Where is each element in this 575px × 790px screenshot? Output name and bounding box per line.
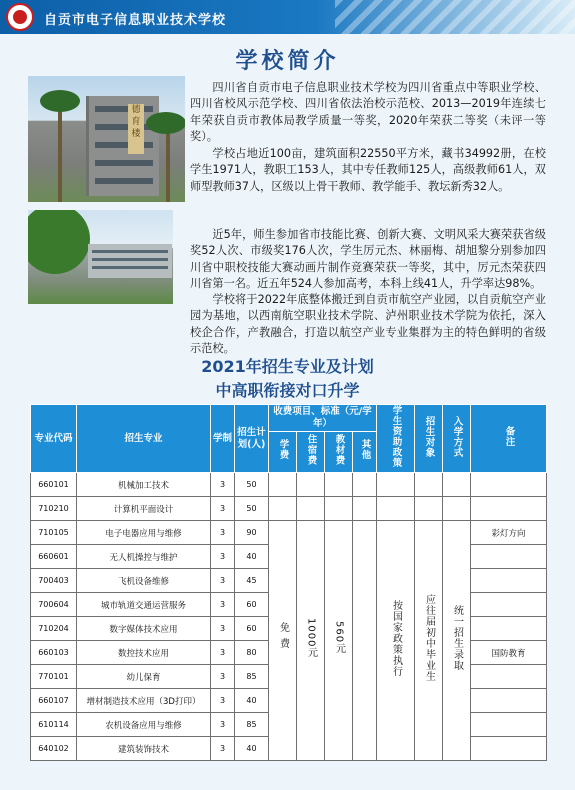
header-other: 其他	[359, 439, 371, 461]
cell-major: 飞机设备维修	[77, 569, 211, 593]
cell-remark	[471, 737, 547, 761]
cell-major: 城市轨道交通运营服务	[77, 593, 211, 617]
cell-years: 3	[211, 545, 235, 569]
cell-code: 660101	[31, 473, 77, 497]
cell-quota: 90	[235, 521, 269, 545]
cell-code: 660107	[31, 689, 77, 713]
cell-remark	[471, 593, 547, 617]
cell-years: 3	[211, 689, 235, 713]
cell-code: 700403	[31, 569, 77, 593]
header-target: 招生对象	[423, 415, 435, 458]
cell-quota: 85	[235, 665, 269, 689]
empty-cell	[415, 497, 443, 521]
empty-cell	[353, 473, 377, 497]
banner-decoration	[335, 0, 575, 34]
cell-code: 660103	[31, 641, 77, 665]
cell-code: 710105	[31, 521, 77, 545]
merged-tuition: 免费	[277, 622, 289, 654]
intro-title: 学校简介	[235, 49, 340, 74]
empty-cell	[269, 473, 297, 497]
plan-title: 2021年招生专业及计划	[201, 357, 374, 376]
cell-remark	[471, 497, 547, 521]
empty-cell	[377, 473, 415, 497]
intro-paragraph-4: 学校将于2022年底整体搬迁到自贡市航空产业园，以自贡航空产业园为基地，以西南航空职业技术学院、泸州职业技术学院为依托，深入校企合作，产教融合，打造以航空产业专业集群为主的特色鲜明的省级示范校。	[190, 293, 546, 356]
cell-remark	[471, 617, 547, 641]
header-years: 学制	[211, 405, 235, 473]
header-fees: 收费项目、标准（元/学年）	[269, 405, 377, 432]
cell-major: 无人机操控与维护	[77, 545, 211, 569]
cell-quota: 40	[235, 737, 269, 761]
cell-years: 3	[211, 713, 235, 737]
cell-major: 电子电器应用与维修	[77, 521, 211, 545]
cell-remark	[471, 689, 547, 713]
cell-years: 3	[211, 641, 235, 665]
header-remarks: 备注	[503, 426, 515, 447]
cell-quota: 40	[235, 545, 269, 569]
cell-quota: 85	[235, 713, 269, 737]
top-banner	[0, 0, 575, 34]
header-books: 教材费	[333, 434, 345, 466]
cell-remark: 国防教育	[471, 641, 547, 665]
header-lodging: 住宿费	[305, 434, 317, 466]
empty-cell	[325, 497, 353, 521]
intro-paragraph-1: 四川省自贡市电子信息职业技术学校为四川省重点中等职业学校、四川省校风示范学校、四川省依法治校示范校、2013—2019年连续七年荣获自贡市教体局教学质量一等奖，2020年荣获二等奖（未评一等奖）。	[190, 81, 546, 143]
merged-books: 560元	[333, 621, 345, 655]
cell-quota: 60	[235, 593, 269, 617]
empty-cell	[297, 473, 325, 497]
header-tuition: 学费	[277, 439, 289, 461]
cell-code: 710204	[31, 617, 77, 641]
table-row	[31, 473, 547, 497]
header-code: 专业代码	[31, 405, 77, 473]
merged-aid: 按国家政策执行	[390, 599, 402, 677]
cell-major: 计算机平面设计	[77, 497, 211, 521]
cell-years: 3	[211, 521, 235, 545]
cell-quota: 50	[235, 473, 269, 497]
cell-remark	[471, 569, 547, 593]
cell-years: 3	[211, 737, 235, 761]
merged-lodging: 1000元	[305, 617, 317, 659]
cell-code: 610114	[31, 713, 77, 737]
cell-years: 3	[211, 569, 235, 593]
cell-remark	[471, 545, 547, 569]
intro-paragraph-3: 近5年，师生参加省市技能比赛、创新大赛、文明风采大赛荣获省级奖52人次、市级奖176人次，学生厉元杰、林丽梅、胡旭黎分别参加四川省中职校技能大赛动画片制作竞赛荣获一等奖，其中，厉元杰荣获四川省第一名。近五年524人参加高考，本科上线41人，升学率达98%。	[190, 228, 546, 290]
table-row	[31, 497, 547, 521]
cell-years: 3	[211, 497, 235, 521]
merged-other	[353, 521, 377, 761]
cell-quota: 40	[235, 689, 269, 713]
cell-years: 3	[211, 593, 235, 617]
campus-building-photo	[28, 76, 185, 202]
empty-cell	[325, 473, 353, 497]
empty-cell	[443, 497, 471, 521]
cell-major: 幼儿保育	[77, 665, 211, 689]
empty-cell	[443, 473, 471, 497]
cell-major: 增材制造技术应用（3D打印）	[77, 689, 211, 713]
header-major: 招生专业	[77, 405, 211, 473]
cell-major: 农机设备应用与维修	[77, 713, 211, 737]
cell-code: 640102	[31, 737, 77, 761]
cell-code: 700604	[31, 593, 77, 617]
cell-quota: 60	[235, 617, 269, 641]
cell-major: 数控技术应用	[77, 641, 211, 665]
cell-quota: 50	[235, 497, 269, 521]
plan-subtitle: 中高职衔接对口升学	[215, 381, 360, 400]
intro-text-lower	[190, 227, 546, 357]
cell-quota: 80	[235, 641, 269, 665]
enrollment-plan-table	[30, 404, 547, 761]
empty-cell	[297, 497, 325, 521]
cell-remark	[471, 713, 547, 737]
header-admission: 入学方式	[451, 415, 463, 458]
school-name: 自贡市电子信息职业技术学校	[44, 13, 227, 28]
cell-major: 机械加工技术	[77, 473, 211, 497]
cell-major: 数字媒体技术应用	[77, 617, 211, 641]
empty-cell	[353, 497, 377, 521]
header-quota: 招生计划(人)	[235, 405, 269, 473]
merged-target: 应往届初中毕业生	[423, 594, 435, 682]
cell-remark	[471, 473, 547, 497]
cell-code: 770101	[31, 665, 77, 689]
cell-years: 3	[211, 473, 235, 497]
intro-paragraph-2: 学校占地近100亩，建筑面积22550平方米，藏书34992册，在校学生1971人，教职工153人，其中专任教师125人，高级教师61人，双师型教师37人，区级以上骨干教师、教学能手、教坛新秀32人。	[190, 147, 546, 193]
empty-cell	[377, 497, 415, 521]
empty-cell	[269, 497, 297, 521]
building-sign: 德育楼	[128, 104, 144, 154]
cell-code: 710210	[31, 497, 77, 521]
cell-remark	[471, 665, 547, 689]
cell-quota: 45	[235, 569, 269, 593]
empty-cell	[415, 473, 443, 497]
campus-view-photo	[28, 210, 173, 304]
cell-code: 660601	[31, 545, 77, 569]
table-row	[31, 521, 547, 545]
merged-admission: 统一招生录取	[451, 605, 463, 671]
cell-years: 3	[211, 665, 235, 689]
cell-remark: 彩灯方向	[471, 521, 547, 545]
cell-years: 3	[211, 617, 235, 641]
intro-text-upper	[190, 80, 546, 196]
school-logo-icon	[6, 3, 34, 31]
header-aid: 学生资助政策	[390, 405, 402, 468]
cell-major: 建筑装饰技术	[77, 737, 211, 761]
